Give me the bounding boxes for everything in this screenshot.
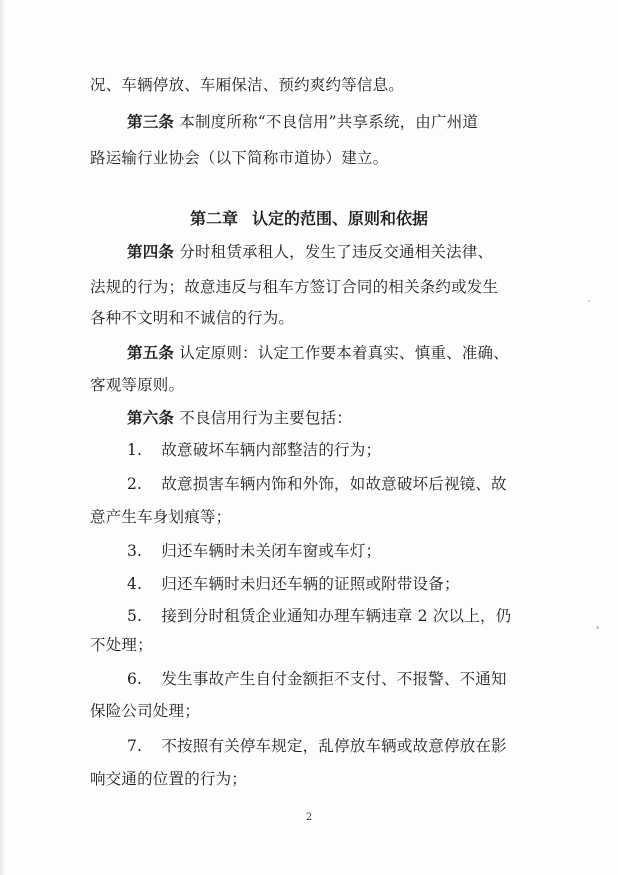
list-item-text: 接到分时租赁企业通知办理车辆违章 2 次以上，仍 <box>161 607 512 625</box>
article-6-text-1: 不良信用行为主要包括： <box>179 409 352 427</box>
list-item-number: 1. <box>127 441 143 459</box>
article-5-label: 第五条 <box>127 343 175 362</box>
article-3-label: 第三条 <box>127 112 175 131</box>
article-4-line-2 <box>90 276 530 298</box>
article-5-line-1 <box>127 342 567 364</box>
list-item-text: 故意损害车辆内饰和外饰，如故意破坏后视镜、故 <box>161 475 507 493</box>
article-3-line-1 <box>127 111 567 133</box>
article-4-text-2: 法规的行为；故意违反与租车方签订合同的相关条约或发生 <box>90 278 499 296</box>
scan-edge-shadow <box>0 0 6 875</box>
article-4-line-3 <box>90 307 530 329</box>
list-item-6-continuation <box>90 700 530 722</box>
article-6-line-1 <box>127 407 567 429</box>
list-item-text-continuation: 保险公司处理； <box>90 702 200 720</box>
list-item-text-continuation: 意产生车身划痕等； <box>90 508 232 526</box>
list-item-2-continuation <box>90 506 530 528</box>
article-3-text-2: 路运输行业协会（以下简称市道协）建立。 <box>90 149 389 167</box>
chapter-number: 第二章 <box>189 209 238 228</box>
list-item-text: 发生事故产生自付金额拒不支付、不报警、不通知 <box>161 670 507 688</box>
continuation-text: 况、车辆停放、车厢保洁、预约爽约等信息。 <box>90 76 405 94</box>
list-item-7-continuation <box>90 768 530 790</box>
scan-speck <box>588 300 590 302</box>
list-item-text-continuation: 不处理； <box>90 636 153 654</box>
list-item-number: 3. <box>127 542 143 560</box>
article-6-label: 第六条 <box>127 408 175 427</box>
list-item-text: 故意破坏车辆内部整洁的行为； <box>161 441 382 459</box>
list-item-number: 2. <box>127 475 143 493</box>
list-item-6 <box>127 668 567 690</box>
article-5-line-2 <box>90 374 530 396</box>
article-4-text-3: 各种不文明和不诚信的行为。 <box>90 309 295 327</box>
list-item-1 <box>127 439 567 461</box>
chapter-2-title <box>0 208 618 230</box>
list-item-number: 5. <box>127 607 143 625</box>
list-item-number: 6. <box>127 670 143 688</box>
article-5-text-1: 认定原则：认定工作要本着真实、慎重、准确、 <box>179 344 509 362</box>
list-item-5-continuation <box>90 634 530 656</box>
article-3-line-2 <box>90 147 530 169</box>
continuation-line <box>90 74 530 96</box>
article-4-label: 第四条 <box>127 242 175 261</box>
list-item-5 <box>127 605 567 627</box>
article-4-line-1 <box>127 241 567 263</box>
list-item-number: 7. <box>127 737 143 755</box>
list-item-text: 归还车辆时未归还车辆的证照或附带设备； <box>161 575 460 593</box>
article-4-text-1: 分时租赁承租人，发生了违反交通相关法律、 <box>179 243 494 261</box>
article-3-text-1: 本制度所称“不良信用”共享系统，由广州道 <box>179 113 479 131</box>
list-item-text: 归还车辆时未关闭车窗或车灯； <box>161 542 382 560</box>
list-item-4 <box>127 573 567 595</box>
list-item-text: 不按照有关停车规定，乱停放车辆或故意停放在影 <box>161 737 507 755</box>
list-item-text-continuation: 响交通的位置的行为； <box>90 770 248 788</box>
scan-speck <box>596 626 599 629</box>
chapter-name: 认定的范围、原则和依据 <box>252 209 429 228</box>
list-item-2 <box>127 473 567 495</box>
list-item-7 <box>127 735 567 757</box>
list-item-number: 4. <box>127 575 143 593</box>
list-item-3 <box>127 540 567 562</box>
page-number: 2 <box>305 812 313 823</box>
article-5-text-2: 客观等原则。 <box>90 376 185 394</box>
